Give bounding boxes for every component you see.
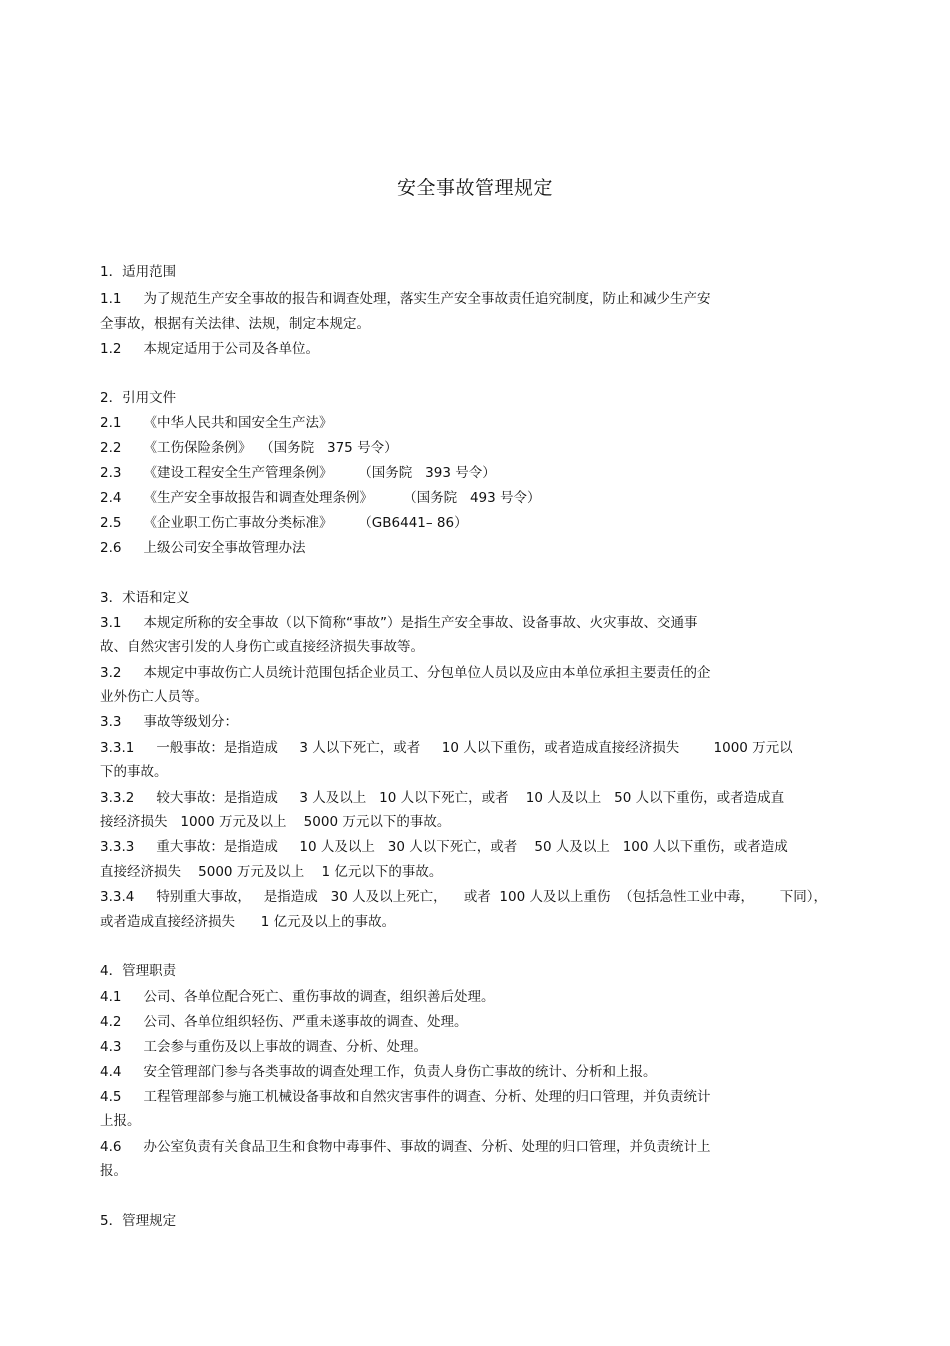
section-3-line: 直接经济损失 5000 万元及以上 1 亿元以下的事故。 (100, 864, 443, 880)
section-2-line: 2.1 《中华人民共和国安全生产法》 (100, 415, 333, 431)
section-4-line: 4.4 安全管理部门参与各类事故的调查处理工作，负责人身伤亡事故的统计、分析和上报。 (100, 1064, 657, 1080)
section-2-line: 2.3 《建设工程安全生产管理条例》 （国务院 393 号令） (100, 465, 496, 481)
section-1-heading: 1．适用范围 (100, 264, 177, 280)
page-title: 安全事故管理规定 (396, 177, 553, 199)
section-2-line: 2.5 《企业职工伤亡事故分类标准》 （GB6441– 86） (100, 515, 468, 531)
section-2-line: 2.2 《工伤保险条例》 （国务院 375 号令） (100, 440, 398, 456)
section-4-line: 4.5 工程管理部参与施工机械设备事故和自然灾害事件的调查、分析、处理的归口管理，并负责统计 (100, 1089, 711, 1105)
section-1-line: 1.2 本规定适用于公司及各单位。 (100, 341, 320, 357)
section-4-line: 4.6 办公室负责有关食品卫生和食物中毒事件、事故的调查、分析、处理的归口管理，并负责统计上 (100, 1139, 711, 1155)
section-4-line: 报。 (100, 1163, 127, 1179)
section-3-line: 下的事故。 (100, 764, 168, 780)
section-2-line: 2.6 上级公司安全事故管理办法 (100, 540, 306, 556)
section-3-heading: 3．术语和定义 (100, 590, 190, 606)
section-4-line: 4.1 公司、各单位配合死亡、重伤事故的调查，组织善后处理。 (100, 989, 495, 1005)
section-3-line: 3.1 本规定所称的安全事故（以下简称“事故”）是指生产安全事故、设备事故、火灾事故、交通事 (100, 615, 698, 631)
section-4-line: 4.2 公司、各单位组织轻伤、严重未遂事故的调查、处理。 (100, 1014, 468, 1030)
section-4-line: 4.3 工会参与重伤及以上事故的调查、分析、处理。 (100, 1039, 428, 1055)
section-5-heading: 5．管理规定 (100, 1213, 177, 1229)
section-2-heading: 2．引用文件 (100, 390, 177, 406)
section-3-line: 3.3.4 特别重大事故， 是指造成 30 人及以上死亡， 或者 100 人及以上重伤 （包括急性工业中毒， 下同）， (100, 889, 828, 905)
section-3-line: 3.3.2 较大事故：是指造成 3 人及以上 10 人以下死亡，或者 10 人及以上 50 人以下重伤，或者造成直 (100, 790, 785, 806)
section-3-line: 或者造成直接经济损失 1 亿元及以上的事故。 (100, 914, 396, 930)
section-4-line: 上报。 (100, 1113, 141, 1129)
section-4-heading: 4．管理职责 (100, 963, 177, 979)
section-3-line: 3.3.3 重大事故：是指造成 10 人及以上 30 人以下死亡，或者 50 人及以上 100 人以下重伤，或者造成 (100, 839, 788, 855)
section-3-line: 故、自然灾害引发的人身伤亡或直接经济损失事故等。 (100, 639, 424, 655)
section-2-line: 2.4 《生产安全事故报告和调查处理条例》 （国务院 493 号令） (100, 490, 541, 506)
section-3-line: 业外伤亡人员等。 (100, 689, 208, 705)
section-3-line: 3.2 本规定中事故伤亡人员统计范围包括企业员工、分包单位人员以及应由本单位承担主要责任的企 (100, 665, 711, 681)
section-1-line: 全事故，根据有关法律、法规，制定本规定。 (100, 316, 370, 332)
section-3-line: 3.3.1 一般事故：是指造成 3 人以下死亡，或者 10 人以下重伤，或者造成直接经济损失 1000 万元以 (100, 740, 793, 756)
section-3-line: 3.3 事故等级划分： (100, 714, 239, 730)
section-1-line: 1.1 为了规范生产安全事故的报告和调查处理，落实生产安全事故责任追究制度，防止和减少生产安 (100, 291, 711, 307)
section-3-line: 接经济损失 1000 万元及以上 5000 万元以下的事故。 (100, 814, 451, 830)
